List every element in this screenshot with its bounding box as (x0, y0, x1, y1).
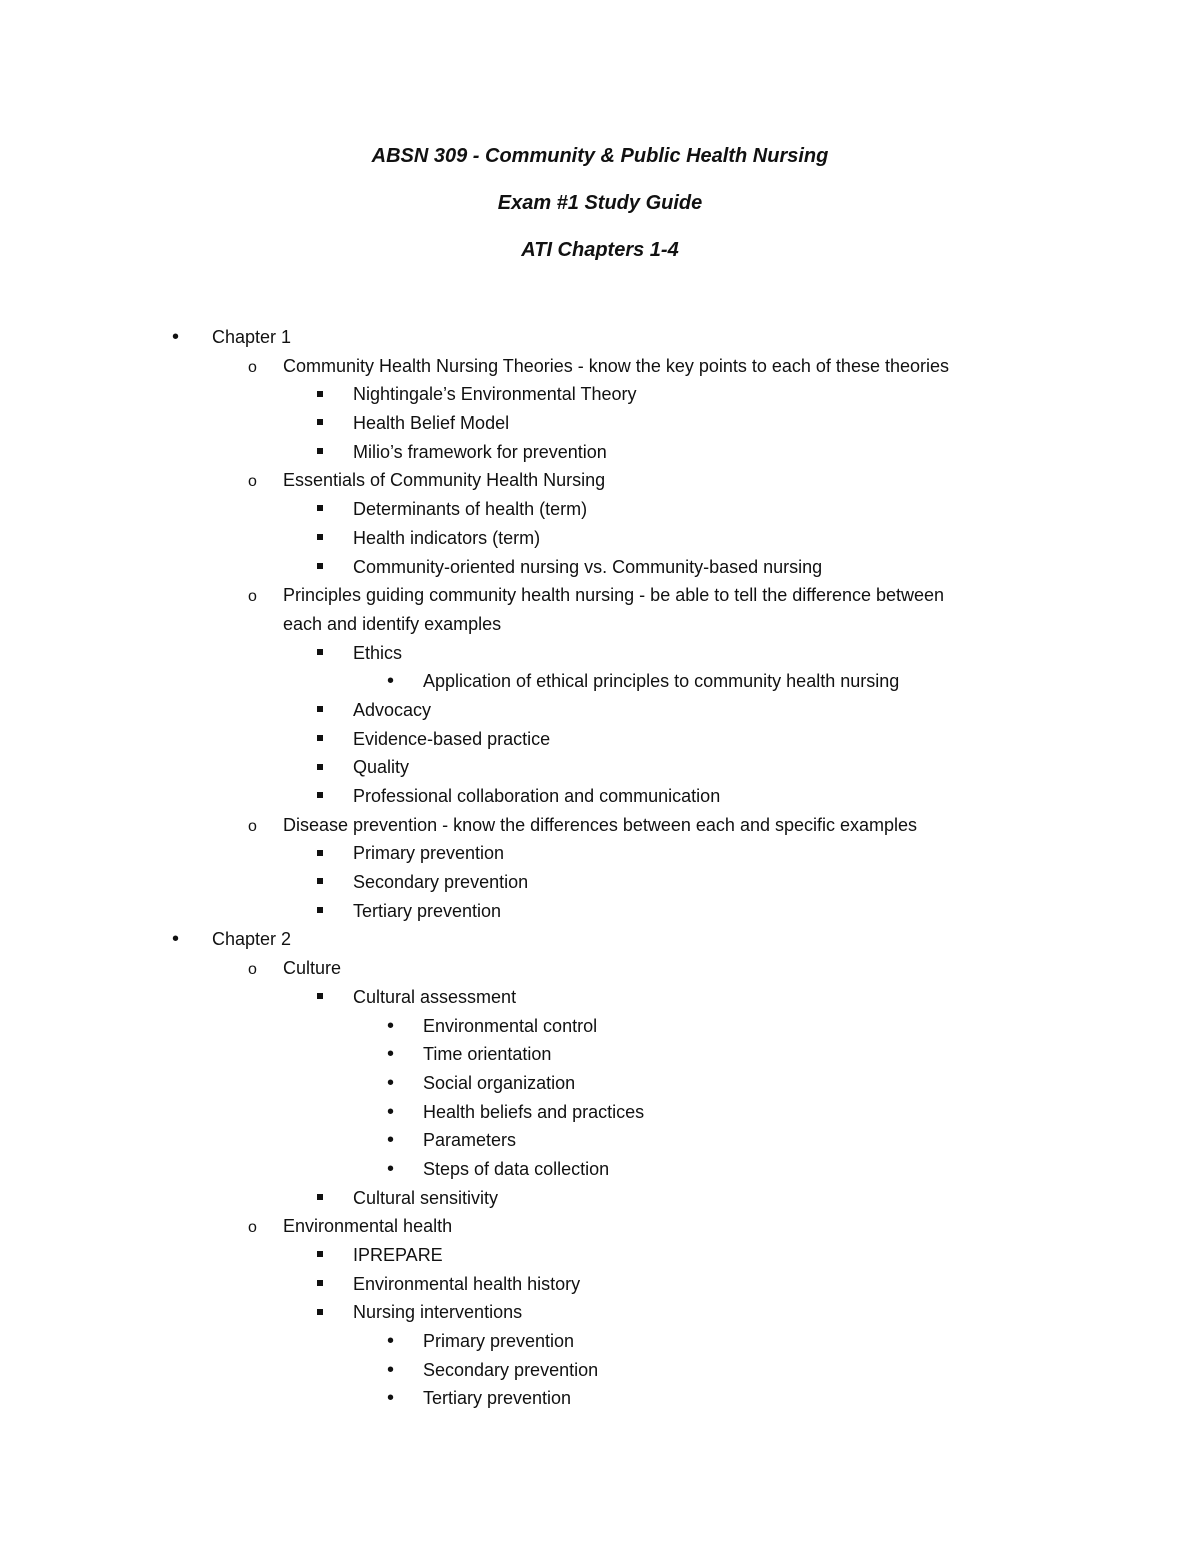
outline-item (0, 696, 1200, 725)
outline-item-text: each and identify examples (283, 613, 502, 634)
outline-item-text: Steps of data collection (423, 1158, 610, 1179)
bullet-square-icon (317, 1241, 323, 1270)
bullet-dot-icon (387, 1069, 394, 1098)
bullet-square-icon (317, 524, 323, 553)
course-title: ABSN 309 - Community & Public Health Nursing (371, 145, 829, 167)
outline-item-text: Professional collaboration and communication (353, 786, 721, 806)
outline-item (0, 925, 1200, 954)
outline-item (0, 610, 1200, 639)
outline-item (0, 495, 1200, 524)
outline-item (0, 1384, 1200, 1413)
outline-item (0, 897, 1200, 926)
outline-item-text: Environmental control (423, 1015, 598, 1036)
outline-item (0, 839, 1200, 868)
bullet-dot-icon (172, 323, 179, 352)
outline-item-text: Health indicators (term) (353, 527, 541, 548)
outline-item-text: Principles guiding community health nursing - be able to tell the difference between (283, 585, 945, 606)
outline-item-text: Health beliefs and practices (423, 1101, 645, 1122)
outline-item-text: Primary prevention (353, 843, 505, 864)
chapters-title: ATI Chapters 1-4 (521, 239, 679, 261)
outline-item (0, 1126, 1200, 1155)
bullet-dot-icon (172, 925, 179, 954)
outline-item-text: Nightingale’s Environmental Theory (353, 384, 637, 405)
study-outline (0, 323, 1200, 1413)
bullet-circle-icon (248, 352, 257, 383)
bullet-square-icon (317, 868, 323, 897)
outline-item (0, 438, 1200, 467)
exam-title: Exam #1 Study Guide (497, 192, 703, 214)
bullet-dot-icon (387, 1126, 394, 1155)
outline-item (0, 667, 1200, 696)
outline-item (0, 1069, 1200, 1098)
bullet-square-icon (317, 983, 323, 1012)
bullet-dot-icon (387, 1155, 394, 1184)
outline-item-text: Community Health Nursing Theories - know the key points to each of these theories (283, 355, 949, 376)
outline-item-text: Disease prevention - know the differences between each and specific examples (283, 814, 918, 835)
bullet-dot-icon (387, 1012, 394, 1041)
outline-item (0, 782, 1200, 811)
outline-item-text: Secondary prevention (423, 1359, 599, 1380)
outline-item-text: Culture (283, 958, 342, 979)
outline-item-text: Environmental health (283, 1216, 453, 1237)
outline-item (0, 1327, 1200, 1356)
bullet-square-icon (317, 696, 323, 725)
bullet-circle-icon (248, 811, 257, 842)
outline-item-text: Ethics (353, 642, 403, 663)
bullet-square-icon (317, 782, 323, 811)
bullet-square-icon (317, 1298, 323, 1327)
bullet-square-icon (317, 1270, 323, 1299)
outline-item (0, 1241, 1200, 1270)
outline-item-text: Parameters (423, 1130, 517, 1151)
bullet-dot-icon (387, 1040, 394, 1069)
outline-item (0, 868, 1200, 897)
outline-item-text: Community-oriented nursing vs. Community-based nursing (353, 556, 823, 577)
bullet-square-icon (317, 753, 323, 782)
bullet-dot-icon (387, 1327, 394, 1356)
outline-item (0, 466, 1200, 495)
bullet-dot-icon (387, 1356, 394, 1385)
outline-item (0, 1270, 1200, 1299)
outline-item (0, 553, 1200, 582)
outline-item-text: Cultural sensitivity (353, 1187, 499, 1208)
outline-item (0, 1356, 1200, 1385)
outline-item-text: Secondary prevention (353, 872, 529, 893)
outline-item (0, 1212, 1200, 1241)
outline-item (0, 1098, 1200, 1127)
outline-item-text: Health Belief Model (353, 413, 510, 434)
outline-item (0, 639, 1200, 668)
outline-item-text: IPREPARE (353, 1245, 443, 1265)
outline-item-text: Milio’s framework for prevention (353, 441, 607, 462)
outline-item (0, 954, 1200, 983)
outline-item-text: Tertiary prevention (353, 900, 502, 921)
outline-item-text: Quality (353, 757, 410, 778)
outline-item-text: Essentials of Community Health Nursing (283, 470, 606, 491)
outline-item (0, 811, 1200, 840)
bullet-dot-icon (387, 1098, 394, 1127)
bullet-square-icon (317, 725, 323, 754)
outline-item-text: Cultural assessment (353, 986, 517, 1007)
outline-item-text: Evidence-based practice (353, 728, 551, 749)
bullet-square-icon (317, 495, 323, 524)
outline-item (0, 581, 1200, 610)
outline-item-text: Chapter 2 (212, 929, 292, 950)
outline-item-text: Determinants of health (term) (353, 499, 588, 520)
bullet-circle-icon (248, 954, 257, 985)
bullet-square-icon (317, 839, 323, 868)
bullet-square-icon (317, 897, 323, 926)
outline-item-text: Environmental health history (353, 1273, 581, 1294)
outline-item (0, 409, 1200, 438)
outline-item-text: Tertiary prevention (423, 1388, 572, 1409)
outline-item (0, 1155, 1200, 1184)
bullet-circle-icon (248, 581, 257, 612)
outline-item (0, 352, 1200, 381)
bullet-square-icon (317, 380, 323, 409)
outline-item (0, 524, 1200, 553)
outline-item-text: Time orientation (423, 1044, 552, 1065)
outline-item (0, 983, 1200, 1012)
outline-item (0, 1040, 1200, 1069)
bullet-square-icon (317, 438, 323, 467)
outline-item-text: Chapter 1 (212, 327, 292, 347)
outline-item (0, 1184, 1200, 1213)
outline-item-text: Advocacy (353, 699, 432, 720)
bullet-circle-icon (248, 1212, 257, 1243)
bullet-dot-icon (387, 1384, 394, 1413)
outline-item-text: Primary prevention (423, 1331, 575, 1352)
bullet-square-icon (317, 639, 323, 668)
outline-item-text: Nursing interventions (353, 1302, 523, 1323)
outline-item-text: Application of ethical principles to community health nursing (423, 671, 900, 692)
bullet-square-icon (317, 553, 323, 582)
outline-item (0, 323, 1200, 352)
bullet-dot-icon (387, 667, 394, 696)
bullet-circle-icon (248, 466, 257, 497)
bullet-square-icon (317, 1184, 323, 1213)
outline-item (0, 1298, 1200, 1327)
outline-item (0, 725, 1200, 754)
outline-item (0, 380, 1200, 409)
outline-item (0, 1012, 1200, 1041)
bullet-square-icon (317, 409, 323, 438)
outline-item (0, 753, 1200, 782)
outline-item-text: Social organization (423, 1072, 576, 1093)
